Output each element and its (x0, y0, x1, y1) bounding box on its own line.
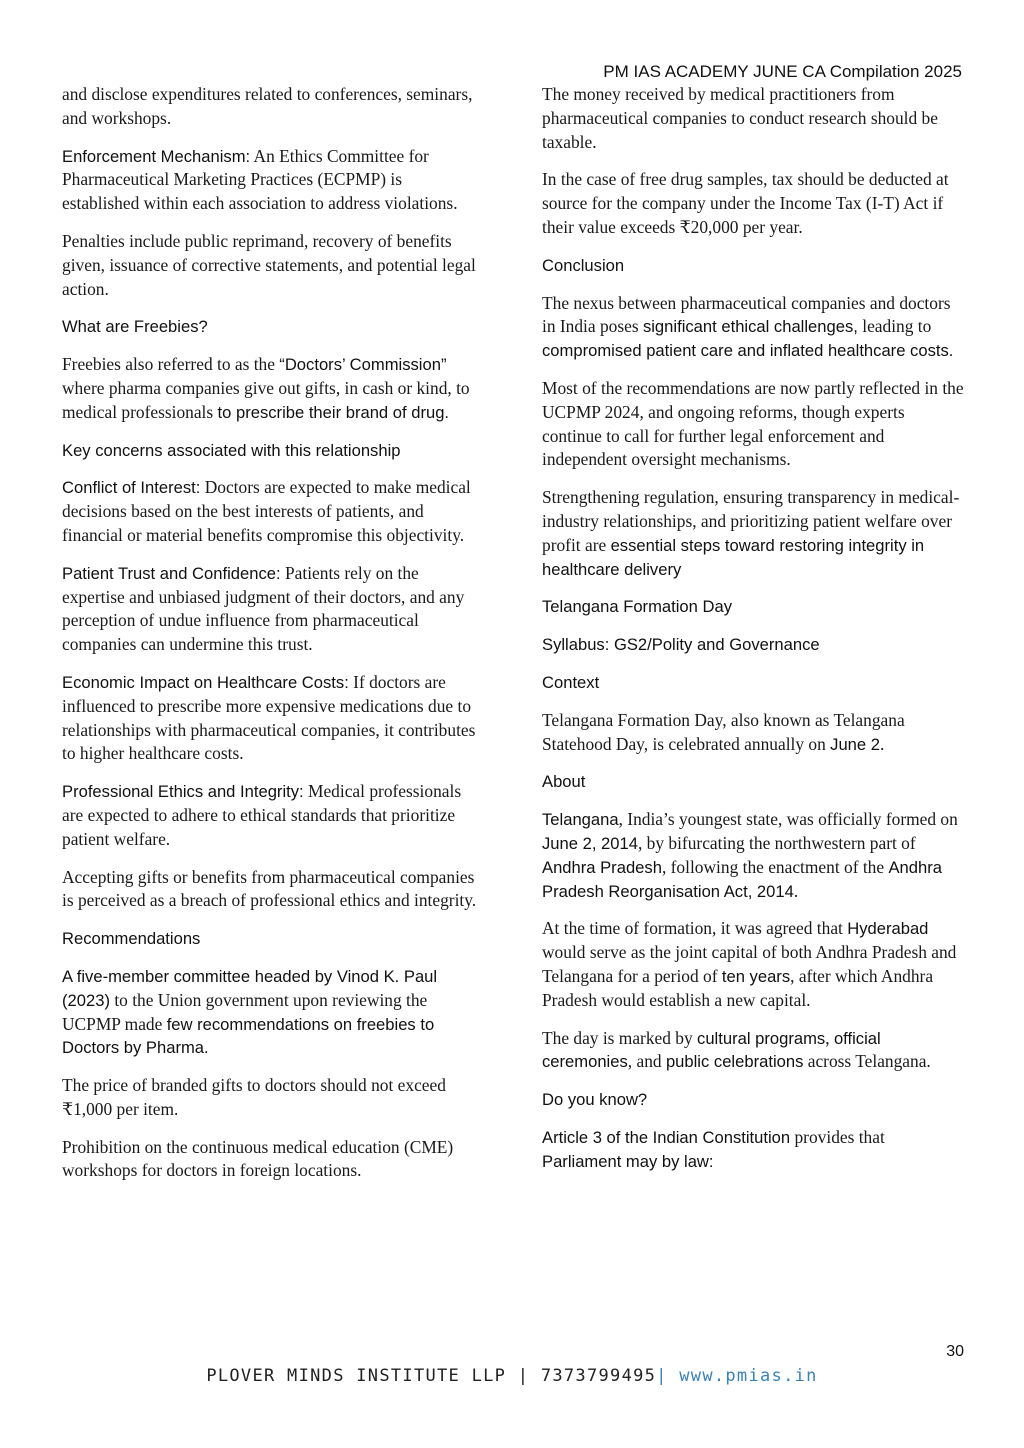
paragraph: The money received by medical practitioners from pharmaceutical companies to conduct research should be taxable. (542, 84, 938, 152)
paragraph: Telangana, India’s youngest state, was officially formed on June 2, 2014, by bifurcating the northwestern part of Andhra Pradesh, following the enactment of the Andhra Pradesh Reorganisation Act, 2014. (542, 809, 958, 901)
bold-label: Conflict of Interest: (62, 478, 201, 498)
paragraph: and disclose expenditures related to conferences, seminars, and workshops. (62, 84, 473, 128)
syllabus-line: Syllabus: GS2/Polity and Governance (542, 635, 820, 655)
paragraph: Freebies also referred to as the “Doctors’ Commission” where pharma companies give out gifts, in cash or kind, to medical professionals to prescribe their brand of drug. (62, 354, 470, 422)
bold-label: Professional Ethics and Integrity: (62, 782, 304, 802)
footer-org: PLOVER MINDS INSTITUTE LLP | 7373799495 (206, 1366, 657, 1386)
paragraph: The day is marked by cultural programs, official ceremonies, and public celebrations across Telangana. (542, 1027, 931, 1072)
right-column (542, 83, 967, 1187)
paragraph: The nexus between pharmaceutical companies and doctors in India poses significant ethical challenges, leading to compromised patient care and inflated healthcare costs. (542, 292, 954, 361)
bold-label: Enforcement Mechanism: (62, 146, 251, 166)
footer-website-link[interactable]: www.pmias.in (679, 1366, 818, 1386)
paragraph: Strengthening regulation, ensuring transparency in medical-industry relationships, and prioritizing patient welfare over profit are essential steps toward restoring integrity in healthcare delivery (542, 487, 960, 579)
page-number: 30 (946, 1343, 964, 1360)
paragraph: Conflict of Interest: Doctors are expected to make medical decisions based on the best interests of patients, and financial or material benefits compromise this objectivity. (62, 477, 471, 545)
page-header-title: PM IAS ACADEMY JUNE CA Compilation 2025 (603, 62, 962, 81)
paragraph: At the time of formation, it was agreed that Hyderabad would serve as the joint capital of both Andhra Pradesh and Telangana for a period of ten years, after which Andhra Pradesh would establish a new capital. (542, 918, 957, 1010)
paragraph: Accepting gifts or benefits from pharmaceutical companies is perceived as a breach of professional ethics and integrity. (62, 866, 477, 911)
paragraph: Professional Ethics and Integrity: Medical professionals are expected to adhere to ethical standards that prioritize patient welfare. (62, 781, 462, 849)
section-heading: Recommendations (62, 929, 201, 949)
section-heading: Key concerns associated with this relationship (62, 440, 401, 460)
section-heading: Do you know? (542, 1090, 648, 1110)
paragraph: Patient Trust and Confidence: Patients rely on the expertise and unbiased judgment of their doctors, and any perception of undue influence from pharmaceutical companies can undermine this trust. (62, 562, 465, 655)
page-footer (0, 1366, 1024, 1386)
paragraph: Enforcement Mechanism: An Ethics Committee for Pharmaceutical Marketing Practices (ECPMP) is established within each association to address violations. (62, 145, 458, 214)
paragraph: Telangana Formation Day, also known as Telangana Statehood Day, is celebrated annually on June 2. (542, 709, 905, 754)
paragraph: Most of the recommendations are now partly reflected in the UCPMP 2024, and ongoing reforms, though experts continue to call for further legal enforcement and independent oversight mechanisms. (542, 377, 964, 470)
paragraph: Article 3 of the Indian Constitution provides that Parliament may by law: (542, 1126, 885, 1171)
left-column (62, 83, 482, 1197)
paragraph: A five-member committee headed by Vinod K. Paul (2023) to the Union government upon reviewing the UCPMP made few recommendations on freebies to Doctors by Pharma. (62, 966, 438, 1058)
paragraph: Penalties include public reprimand, recovery of benefits given, issuance of corrective statements, and potential legal action. (62, 230, 476, 299)
section-heading: Context (542, 672, 600, 692)
bold-label: Patient Trust and Confidence: (62, 563, 281, 583)
section-heading: What are Freebies? (62, 317, 208, 337)
footer-separator: | (656, 1366, 680, 1386)
section-heading: About (542, 772, 586, 792)
paragraph: In the case of free drug samples, tax should be deducted at source for the company under the Income Tax (I-T) Act if their value exceeds ₹20,000 per year. (542, 169, 949, 237)
paragraph: Prohibition on the continuous medical education (CME) workshops for doctors in foreign locations. (62, 1136, 454, 1181)
section-heading: Conclusion (542, 255, 625, 275)
bold-label: Economic Impact on Healthcare Costs: (62, 672, 349, 692)
paragraph: The price of branded gifts to doctors should not exceed ₹1,000 per item. (62, 1075, 446, 1119)
section-heading: Telangana Formation Day (542, 597, 733, 617)
paragraph: Economic Impact on Healthcare Costs: If doctors are influenced to prescribe more expensive medications due to relationships with pharmaceutical companies, it contributes to higher healthcare costs. (62, 671, 476, 764)
